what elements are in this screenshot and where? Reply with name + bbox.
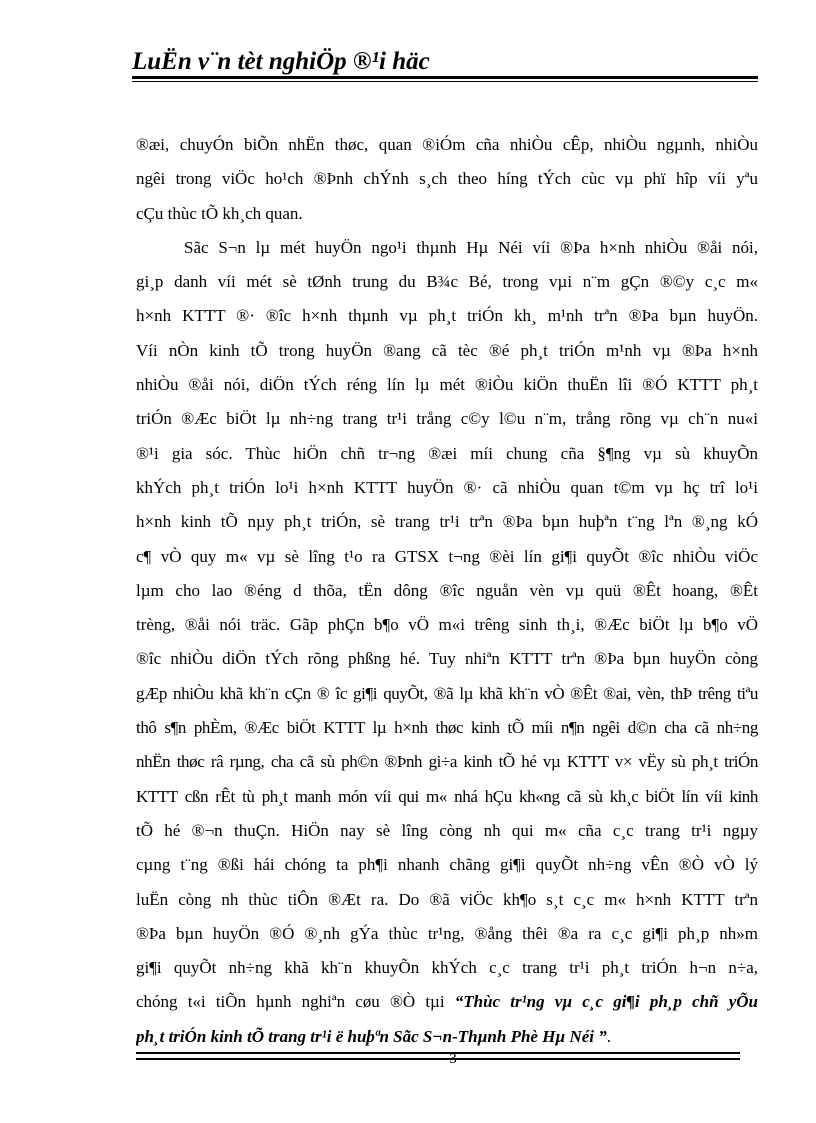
text-line: triÓn ®Æc biÖt lµ nh÷ng trang tr¹i trång c©y l©u n¨m, trång rõng vµ ch¨n nu«i [136,409,758,429]
text-line-last [136,1020,758,1054]
text-line: ngêi trong viÖc ho¹ch ®Þnh chÝnh s¸ch theo híng tÝch cùc vµ phï hîp víi yªu [136,169,758,189]
text-line: KTTT cßn rÊt tù ph¸t manh món víi qui m« nhá hÇu kh«ng cã sù kh¸c biÖt lín víi kinh [136,786,758,806]
header-rule-thin [132,81,758,82]
text-line: ®æi, chuyÓn biÕn nhËn thøc, quan ®iÓm cña nhiÒu cÊp, nhiÒu ngµnh, nhiÒu [136,135,758,154]
text-line: cÇu thùc tÕ kh¸ch quan. [136,203,303,223]
text-line: ®îc nhiÒu diÖn tÝch rõng phßng hé. Tuy nhiªn KTTT trªn ®Þa bµn huyÖn còng [136,649,758,669]
text-line: h×nh KTTT ®· ®îc h×nh thµnh vµ ph¸t triÓn kh¸ m¹nh trªn ®Þa bµn huyÖn. [136,306,758,326]
text-line: ®Þa bµn huyÖn ®Ó ®¸nh gÝa thùc tr¹ng, ®ång thêi ®a ra c¸c gi¶i ph¸p nh»m [136,923,758,943]
text-line: Sãc S¬n lµ mét huyÖn ngo¹i thµnh Hµ Néi víi ®Þa h×nh nhiÒu ®åi nói, [184,237,758,257]
text-line: ®¹i gia sóc. Thùc hiÖn chñ tr¬ng ®æi míi chung cña §¶ng vµ sù khuyÕn [136,443,758,463]
text-line: gi¶i quyÕt nh÷ng khã kh¨n khuyÕn khÝch c¸c trang tr¹i ph¸t triÓn h¬n n÷a, [136,958,758,978]
text-line: trèng, ®åi nói träc. Gãp phÇn b¶o vÖ m«i trêng sinh th¸i, ®Æc biÖt lµ b¶o vÖ [136,615,758,635]
page-number: 3 [449,1051,457,1067]
text-line: cµng t¨ng ®ßi hái chóng ta ph¶i nhanh chãng gi¶i quyÕt nh÷ng vÊn ®Ò vÒ lý [136,855,758,875]
text-line: h×nh kinh tÕ nµy ph¸t triÓn, sè trang tr¹i trªn ®Þa bµn huþªn t¨ng lªn ®¸ng kÓ [136,512,758,532]
header-title: LuËn v¨n tèt nghiÖp ®¹i häc [132,48,430,75]
text-line: thô s¶n phÈm, ®Æc biÖt KTTT lµ h×nh thøc kinh tÕ míi n¶n ngêi d©n cha cã nh÷ng [136,718,758,738]
text-line-with-title [136,985,758,1019]
text-line: nhiÒu ®åi nói, diÖn tÝch réng lín lµ mét ®iÒu kiÖn thuËn lîi ®Ó KTTT ph¸t [136,375,758,395]
text-line: lµm cho lao ®éng d thõa, tËn dông ®îc nguån vèn vµ quü ®Êt hoang, ®Êt [136,580,758,600]
text-line: khÝch ph¸t triÓn lo¹i h×nh KTTT huyÖn ®· cã nhiÒu quan t©m vµ hç trî lo¹i [136,477,758,497]
text-line: Víi nÒn kinh tÕ trong huyÖn ®ang cã tèc ®é ph¸t triÓn m¹nh vµ ®Þa h×nh [136,340,758,360]
thesis-title-reference: “Thùc tr¹ng vµ c¸c gi¶i ph¸p chñ yÕu [454,992,758,1012]
text-line: c¶ vÒ quy m« vµ sè lîng t¹o ra GTSX t¬ng ®èi lín gi¶i quyÕt ®îc nhiÒu viÖc [136,546,758,566]
text-line: gÆp nhiÒu khã kh¨n cÇn ® îc gi¶i quyÕt, ®ã lµ khã kh¨n vÒ ®Êt ®ai, vèn, thÞ trêng tiªu [136,683,758,703]
thesis-title-reference-cont: ph¸t triÓn kinh tÕ trang tr¹i ë huþªn Sãc S¬n-Thµnh Phè Hµ Néi ” [136,1026,607,1046]
text-line: gi¸p danh víi mét sè tØnh trung du B¾c Bé, trong vµi n¨m gÇn ®©y c¸c m« [136,272,758,292]
header-rule-thick [132,76,758,79]
text-line-lead: chóng t«i tiÕn hµnh nghiªn cøu ®Ò tµi [136,992,445,1012]
text-line: nhËn thøc râ rµng, cha cã sù ph©n ®Þnh gi÷a kinh tÕ hé vµ KTTT v× vËy sù ph¸t triÓn [136,752,758,772]
text-line: tÕ hé ®¬n thuÇn. HiÖn nay sè lîng còng nh qui m« cña c¸c trang tr¹i ngµy [136,820,758,840]
end-punctuation: . [606,1026,612,1046]
body-text [136,128,758,1054]
text-line: luËn còng nh thùc tiÔn ®Æt ra. Do ®ã viÖc kh¶o s¸t c¸c m« h×nh KTTT trªn [136,889,758,909]
